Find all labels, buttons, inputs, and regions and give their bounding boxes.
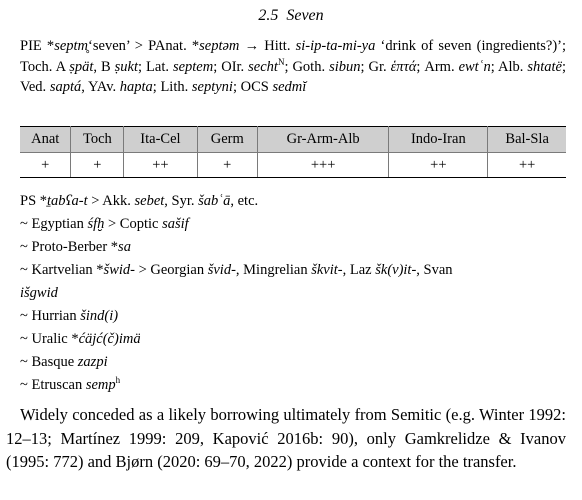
list-item-kartvelian-cont — [20, 282, 566, 305]
form-alb: shtatë — [527, 58, 562, 75]
table-cell: + — [20, 153, 71, 178]
table-header: Anat — [20, 127, 71, 153]
form-arm: ewtʿn — [458, 58, 491, 75]
form-hitt: si-ip-ta-mi-ya — [295, 38, 376, 54]
branch-table — [20, 126, 566, 178]
superscript: h — [115, 375, 121, 386]
table-row — [20, 153, 566, 178]
text-span: ; OCS — [232, 79, 273, 95]
text-span: , Laz — [342, 262, 376, 278]
form-panat: septəm — [199, 38, 240, 54]
text-span: → Hitt. — [239, 38, 296, 54]
form: šwid- — [103, 262, 135, 278]
form: semp — [85, 377, 116, 393]
form-pie: septm̥ — [54, 38, 89, 54]
list-item-egyptian — [20, 213, 566, 236]
list-item-basque — [20, 351, 566, 374]
text-span: ; Gr. — [360, 58, 391, 75]
text-span: ~ Basque — [20, 354, 78, 370]
text-span: ; Goth. — [284, 58, 330, 75]
text-span: ; OIr. — [213, 58, 249, 75]
text-span: > Akk. — [87, 193, 135, 209]
table-header: Germ — [197, 127, 257, 153]
form: škvit- — [311, 262, 343, 278]
table-cell: + — [197, 153, 257, 178]
text-span: ‘drink of seven (ingredients?)’; Toch. A — [20, 38, 566, 75]
table-cell: ++ — [488, 153, 566, 178]
form: śfḫ — [87, 216, 105, 232]
table-cell: ++ — [124, 153, 197, 178]
text-span: PS * — [20, 193, 48, 209]
form-lith: septyni — [191, 79, 233, 95]
text-span: , etc. — [230, 193, 259, 209]
table-header: Indo-Iran — [389, 127, 488, 153]
text-span: , B — [93, 58, 115, 75]
form-ved: saptá — [49, 79, 82, 95]
text-span: ~ Hurrian — [20, 308, 81, 324]
text-span: > Coptic — [104, 216, 163, 232]
form-yav: hapta — [119, 79, 153, 95]
text-span: ~ Kartvelian * — [20, 262, 104, 278]
form-lat: septem — [172, 58, 214, 75]
form: sebet — [134, 193, 165, 209]
list-item-kartvelian — [20, 259, 566, 282]
form: ćäjć(č)imä — [78, 331, 141, 347]
text-span: ~ Uralic * — [20, 331, 79, 347]
form: šk(v)it- — [375, 262, 417, 278]
text-span: PIE * — [20, 38, 55, 54]
form: išgwid — [20, 285, 58, 301]
list-item-ps — [20, 190, 566, 213]
list-item-hurrian — [20, 305, 566, 328]
text-span: ; Alb. — [490, 58, 528, 75]
text-span: ~ Proto-Berber * — [20, 239, 119, 255]
form-toch-a: ṣpät — [69, 58, 94, 75]
form-toch-b: ṣukt — [114, 58, 139, 75]
form: švid- — [207, 262, 236, 278]
comparanda-list — [20, 190, 566, 397]
form: šabʿā — [198, 193, 231, 209]
table-cell: +++ — [257, 153, 388, 178]
section-heading — [0, 7, 582, 25]
text-span: > Georgian — [134, 262, 208, 278]
table-header: Gr-Arm-Alb — [257, 127, 388, 153]
form: zazpi — [77, 354, 108, 370]
text-span: ~ Etruscan — [20, 377, 86, 393]
table-cell: ++ — [389, 153, 488, 178]
list-item-uralic — [20, 328, 566, 351]
list-item-etruscan — [20, 374, 566, 397]
conclusion-paragraph: Widely conceded as a likely borrowing ultimately from Semitic (e.g. Winter 1992: 12–13; Martínez 1999: 209, Kapović 2016b: 90), only Gamkrelidze & Ivanov (1995: 772) and Bjørn (2020: 69–70, 2022) provide a context for the transfer. — [6, 405, 566, 471]
text-span: , Svan — [416, 262, 453, 278]
text-span: ~ Egyptian — [20, 216, 88, 232]
text-span: , Mingrelian — [235, 262, 312, 278]
text-span: ; Lat. — [138, 58, 173, 75]
form-goth: sibun — [329, 58, 361, 75]
table-header: Toch — [71, 127, 124, 153]
form: sa — [118, 239, 131, 255]
table-cell: + — [71, 153, 124, 178]
table-header-row — [20, 127, 566, 153]
pie-paragraph — [20, 36, 566, 98]
form-oir: secht — [248, 58, 278, 75]
form: sašif — [162, 216, 189, 232]
text-span: ‘seven’ > PAnat. * — [88, 38, 200, 54]
section-title: Seven — [286, 7, 324, 24]
text-span: ; Arm. — [416, 58, 459, 75]
table-header: Ita-Cel — [124, 127, 197, 153]
form: ṯabʕa-t — [47, 193, 88, 209]
text-span: ; Ved. — [20, 58, 567, 95]
table-header: Bal-Sla — [488, 127, 566, 153]
list-item-berber — [20, 236, 566, 259]
superscript: N — [277, 56, 285, 67]
text-span: ; Lith. — [152, 79, 192, 95]
text-span: , Syr. — [164, 193, 199, 209]
form-ocs: sedmĭ — [272, 79, 307, 95]
text-span: , YAv. — [81, 79, 120, 95]
section-number: 2.5 — [258, 7, 279, 24]
form-gr: ἑπτά — [390, 58, 417, 75]
form: šind(i) — [80, 308, 119, 324]
